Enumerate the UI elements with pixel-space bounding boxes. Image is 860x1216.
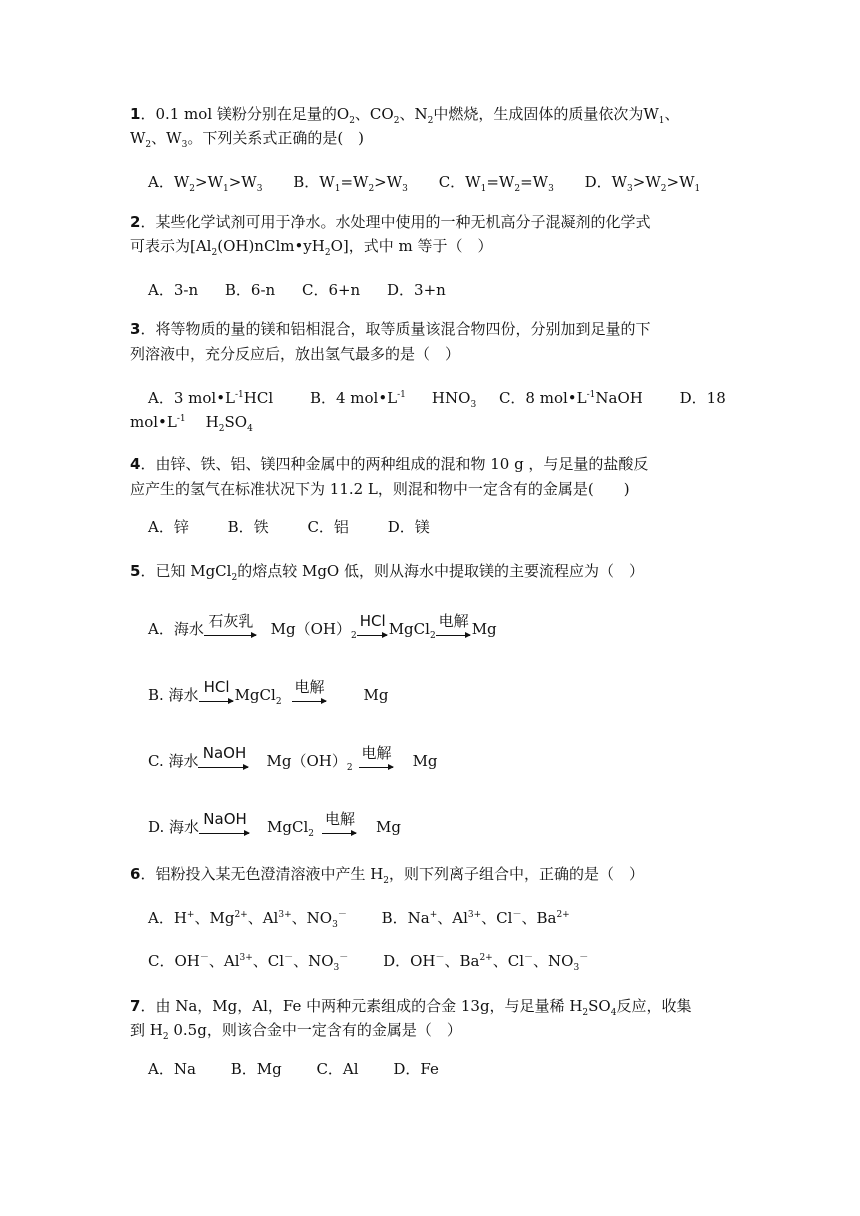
text: =W — [520, 173, 549, 191]
text: C．8 mol•L — [498, 389, 587, 407]
text: >W — [666, 173, 695, 191]
option-d: D．Fe — [393, 1060, 439, 1078]
subscript: 3 — [402, 184, 408, 194]
text: 、NO — [293, 952, 334, 970]
question-6-options-line-2 — [148, 951, 588, 971]
question-3-options-line-2 — [130, 412, 253, 432]
subscript: 2 — [349, 116, 355, 126]
option-label: D. 海水 — [148, 818, 200, 836]
subscript: 2 — [145, 140, 152, 150]
option-b — [293, 173, 408, 194]
text: Mg（OH） — [266, 752, 347, 770]
question-5-option-b — [148, 678, 389, 707]
subscript: 2 — [429, 631, 436, 641]
option-c: C．铝 — [307, 518, 349, 536]
option-a: A．Na — [148, 1060, 196, 1078]
superscript: － — [524, 953, 534, 963]
text: =W — [486, 173, 515, 191]
text: ．某些化学试剂可用于净水。水处理中使用的一种无机高分子混凝剂的化学式 — [140, 213, 651, 231]
text: 、Cl — [252, 952, 285, 970]
text: 。下列关系式正确的是( ) — [187, 129, 365, 147]
subscript: 3 — [627, 184, 633, 194]
reaction-arrow — [292, 678, 328, 707]
subscript: 1 — [480, 184, 487, 194]
text: D．OH — [383, 952, 436, 970]
text: 0.5g，则该合金中一定含有的金属是（ ） — [168, 1021, 462, 1039]
option-c: C．6+n — [301, 281, 361, 299]
text: 、W — [151, 129, 182, 147]
option-c — [148, 952, 349, 973]
subscript: 3 — [256, 184, 263, 194]
superscript: － — [435, 953, 445, 963]
option-c — [438, 173, 554, 194]
question-5-option-a — [148, 612, 497, 641]
option-a: A．锌 — [148, 518, 189, 536]
text: MgCl — [234, 686, 276, 704]
arrow-icon — [199, 701, 233, 702]
option-d: D．18 — [679, 389, 726, 407]
arrow-condition: HCl — [359, 612, 386, 630]
text: 、Cl — [492, 952, 525, 970]
subscript: 2 — [350, 631, 357, 641]
text: 反应，收集 — [616, 997, 692, 1015]
text: 到 H — [130, 1021, 163, 1039]
option-a — [148, 173, 263, 194]
option-label: A．海水 — [148, 620, 204, 638]
text: A．3 mol•L — [148, 389, 236, 407]
option-b: B．6-n — [224, 281, 276, 299]
text: D．W — [584, 173, 628, 191]
text: 、Ba — [521, 909, 557, 927]
text: 、NO — [533, 952, 574, 970]
text: ，则下列离子组合中，正确的是（ ） — [389, 865, 645, 883]
text: HCl — [243, 389, 274, 407]
superscript: -1 — [397, 390, 406, 400]
subscript: 2 — [582, 1008, 589, 1018]
subscript: 3 — [573, 963, 580, 973]
option-a: A．3-n — [148, 281, 199, 299]
question-2-line-2 — [130, 236, 493, 256]
text: Mg — [471, 620, 497, 638]
text: Mg — [363, 686, 389, 704]
superscript: 3+ — [278, 910, 292, 920]
subscript: 2 — [514, 184, 521, 194]
option-b: B．铁 — [227, 518, 269, 536]
reaction-arrow — [199, 810, 251, 839]
subscript: 2 — [275, 697, 282, 707]
superscript: -1 — [235, 390, 244, 400]
superscript: -1 — [176, 414, 186, 424]
option-d: D．镁 — [387, 518, 430, 536]
arrow-condition: NaOH — [203, 810, 247, 828]
text: B．4 mol•L — [309, 389, 398, 407]
subscript: 2 — [383, 876, 390, 886]
question-6-stem — [130, 864, 644, 884]
subscript: 2 — [308, 829, 315, 839]
question-5-stem — [130, 561, 644, 581]
superscript: -1 — [586, 390, 596, 400]
text: 、NO — [291, 909, 333, 927]
subscript: 2 — [346, 763, 353, 773]
question-3-line-1 — [130, 319, 650, 339]
subscript: 2 — [162, 1032, 169, 1042]
arrow-icon — [292, 701, 326, 702]
text: >W — [195, 173, 223, 191]
subscript: 2 — [324, 248, 331, 258]
option-d — [584, 173, 701, 194]
subscript: 1 — [334, 184, 341, 194]
text: O]，式中 m 等于（ ） — [330, 237, 493, 255]
text: NaOH — [595, 389, 643, 407]
text: 、 — [664, 105, 680, 123]
option-b: B．Mg — [230, 1060, 282, 1078]
text: Mg — [376, 818, 401, 836]
question-number: 2 — [130, 213, 141, 231]
reaction-arrow — [199, 678, 235, 707]
question-7-line-1 — [130, 996, 691, 1016]
arrow-condition: 电解 — [438, 612, 469, 630]
subscript: 2 — [427, 116, 434, 126]
arrow-icon — [204, 635, 256, 636]
question-number: 7 — [130, 997, 141, 1015]
text: ．0.1 mol 镁粉分别在足量的O — [140, 105, 350, 123]
superscript: + — [186, 910, 195, 920]
text: HNO — [431, 389, 471, 407]
question-number: 1 — [130, 105, 141, 123]
subscript: 3 — [181, 140, 188, 150]
superscript: － — [339, 953, 349, 963]
subscript: 2 — [393, 116, 400, 126]
superscript: － — [199, 953, 209, 963]
question-4-line-1 — [130, 454, 648, 474]
question-5-option-c — [148, 744, 438, 773]
text: MgCl — [388, 620, 430, 638]
superscript: － — [579, 953, 589, 963]
subscript: 4 — [247, 424, 253, 434]
subscript: 4 — [610, 1008, 617, 1018]
question-number: 3 — [130, 320, 141, 338]
text: 中燃烧，生成固体的质量依次为W — [433, 105, 659, 123]
question-4-line-2: 应产生的氢气在标准状况下为 11.2 L，则混和物中一定含有的金属是( ) — [130, 480, 630, 498]
text: (OH)nClm•yH — [217, 237, 325, 255]
text: SO — [588, 997, 611, 1015]
text: 、Cl — [481, 909, 513, 927]
question-1-line-2 — [130, 128, 364, 148]
arrow-condition: 电解 — [294, 678, 325, 696]
question-number: 6 — [130, 865, 141, 883]
arrow-icon — [199, 833, 249, 834]
subscript: 1 — [658, 116, 665, 126]
text: 、Al — [247, 909, 279, 927]
option-label: B. 海水 — [148, 686, 199, 704]
text: C．OH — [148, 952, 200, 970]
reaction-arrow — [357, 612, 389, 641]
question-6-options-line-1 — [148, 908, 570, 928]
arrow-condition: HCl — [203, 678, 230, 696]
text: ．将等物质的量的镁和铝相混合，取等质量该混合物四份，分别加到足量的下 — [140, 320, 651, 338]
arrow-icon — [359, 767, 393, 768]
text: H — [205, 413, 219, 431]
superscript: + — [429, 910, 438, 920]
subscript: 3 — [548, 184, 554, 194]
arrow-condition: 电解 — [325, 810, 356, 828]
question-5-option-d — [148, 810, 401, 839]
subscript: 2 — [218, 424, 225, 434]
option-b — [382, 909, 570, 927]
subscript: 3 — [470, 400, 477, 410]
reaction-arrow — [322, 810, 358, 839]
question-7-options — [148, 1059, 439, 1079]
question-number: 4 — [130, 455, 141, 473]
text: 、N — [399, 105, 428, 123]
question-4-options — [148, 517, 430, 537]
text: 、Ba — [444, 952, 480, 970]
text: >W — [228, 173, 257, 191]
superscript: 2+ — [234, 910, 248, 920]
text: C．W — [438, 173, 481, 191]
arrow-condition: NaOH — [202, 744, 247, 762]
text: Mg — [412, 752, 438, 770]
text: MgCl — [267, 818, 309, 836]
text: ．铝粉投入某无色澄清溶液中产生 H — [140, 865, 384, 883]
reaction-arrow — [359, 744, 395, 773]
question-2-line-1 — [130, 212, 650, 232]
superscript: － — [512, 910, 522, 920]
subscript: 2 — [189, 184, 195, 194]
superscript: － — [337, 910, 347, 920]
text: B．Na — [381, 909, 430, 927]
text: 、Al — [208, 952, 240, 970]
arrow-icon — [436, 635, 470, 636]
subscript: 2 — [660, 184, 667, 194]
text: ．由锌、铁、铝、镁四种金属中的两种组成的混和物 10 g ，与足量的盐酸反 — [140, 455, 649, 473]
text: mol•L — [130, 413, 177, 431]
reaction-arrow — [204, 612, 258, 641]
option-d: D．3+n — [387, 281, 446, 299]
option-b — [309, 389, 477, 410]
option-a — [148, 909, 347, 930]
superscript: 2+ — [479, 953, 493, 963]
option-a — [148, 389, 273, 407]
question-3-line-2: 列溶液中，充分反应后，放出氢气最多的是（ ） — [130, 345, 461, 363]
text: W — [130, 129, 146, 147]
text: =W — [340, 173, 369, 191]
arrow-icon — [198, 767, 248, 768]
text: 、Mg — [194, 909, 235, 927]
text: 、CO — [354, 105, 394, 123]
question-2-options — [148, 280, 446, 300]
text: Mg（OH） — [270, 620, 351, 638]
text: ．已知 MgCl — [140, 562, 232, 580]
superscript: 2+ — [556, 910, 570, 920]
option-label: C. 海水 — [148, 752, 199, 770]
text: A．H — [148, 909, 187, 927]
text: >W — [374, 173, 403, 191]
subscript: 3 — [333, 963, 340, 973]
reaction-arrow — [198, 744, 250, 773]
text: B．W — [293, 173, 335, 191]
option-c — [499, 389, 643, 407]
subscript: 1 — [694, 184, 701, 194]
text: 可表示为[Al — [130, 237, 212, 255]
question-7-line-2 — [130, 1020, 462, 1040]
superscript: 3+ — [239, 953, 253, 963]
text: A．W — [148, 173, 190, 191]
text: ．由 Na，Mg，Al，Fe 中两种元素组成的合金 13g，与足量稀 H — [140, 997, 583, 1015]
subscript: 2 — [231, 573, 238, 583]
text: 、Al — [437, 909, 468, 927]
option-c: C．Al — [316, 1060, 359, 1078]
arrow-icon — [357, 635, 387, 636]
text: >W — [632, 173, 661, 191]
question-1-options — [148, 172, 700, 192]
arrow-condition: 电解 — [361, 744, 392, 762]
text: 的熔点较 MgO 低，则从海水中提取镁的主要流程应为（ ） — [237, 562, 644, 580]
subscript: 2 — [368, 184, 375, 194]
arrow-condition: 石灰乳 — [208, 612, 254, 630]
text: SO — [224, 413, 248, 431]
arrow-icon — [322, 833, 356, 834]
reaction-arrow — [436, 612, 472, 641]
subscript: 3 — [332, 920, 338, 930]
superscript: － — [284, 953, 294, 963]
subscript: 1 — [223, 184, 229, 194]
option-d — [383, 952, 589, 973]
superscript: 3+ — [467, 910, 482, 920]
question-number: 5 — [130, 562, 141, 580]
question-3-options-line-1 — [148, 388, 726, 408]
question-1-line-1 — [130, 104, 679, 124]
subscript: 2 — [211, 248, 218, 258]
